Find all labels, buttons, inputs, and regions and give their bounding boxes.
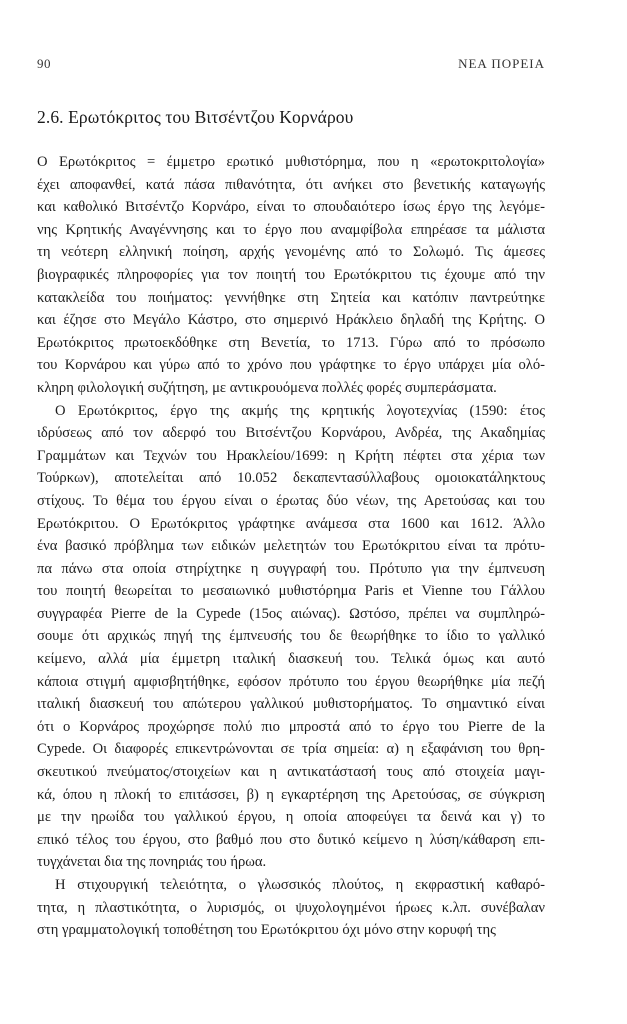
body-text (37, 151, 545, 942)
text-line: Η στιχουργική τελειότητα, ο γλωσσικός πλούτος, η εκφραστική καθαρό- (55, 877, 545, 893)
text-line: Cypede. Οι διαφορές επικεντρώνονται σε τρία σημεία: α) η εξαφάνιση του θρη- (37, 741, 545, 758)
text-line: ένα βασικό πρόβλημα των ειδικών μελετητών του Ερωτόκριτου είναι τα πρότυ- (37, 538, 545, 555)
page-number: 90 (37, 56, 51, 71)
text-line: κληρη φιλολογική συζήτηση, με αντικρουόμενα πολλές φορές συμπεράσματα. (37, 379, 497, 396)
text-line: και καθολικό Βιτσέντζο Κορνάρο, είναι το σπουδαιότερο ίσως έργο της λεγόμε- (37, 199, 545, 216)
text-line: του Κορνάρου και γύρω από το χρόνο που γράφτηκε το έργο υπάρχει μία ολό- (37, 357, 545, 374)
text-line: του ποιητή θεωρείται το μεσαιωνικό μυθιστόρημα Paris et Vienne του Γάλλου (37, 583, 545, 600)
text-line: ιδρύσεως από τον αδερφό του Βιτσέντζου Κορνάρου, Ανδρέα, της Ακαδημίας (37, 425, 545, 442)
paragraph (37, 400, 545, 874)
text-line: τυγχάνεται δια της πονηριάς του ήρωα. (37, 854, 267, 871)
text-line: επικό τέλος του έργου, στο βαθμό που στο δυτικό κείμενο η λύση/κάθαρση επι- (37, 831, 545, 848)
text-line: κείμενο, αλλά μία έμμετρη ιταλική διασκευή του. Τελικά όμως και αυτό (37, 651, 545, 668)
section-heading: 2.6. Ερωτόκριτος του Βιτσέντζου Κορνάρου (37, 107, 354, 127)
text-line: Ο Ερωτόκριτος = έμμετρο ερωτικό μυθιστόρημα, που η «ερωτοκριτολογία» (37, 154, 545, 170)
running-title: ΝΕΑ ΠΟΡΕΙΑ (458, 56, 545, 71)
text-line: Ερωτόκριτος πρωτοεκδόθηκε στη Βενετία, το 1713. Γύρω από το πρόσωπο (37, 334, 545, 351)
page-header (37, 56, 545, 76)
text-line: και έζησε στο Μεγάλο Κάστρο, στο σημερινό Ηράκλειο δηλαδή της Κρήτης. Ο (37, 312, 545, 329)
text-line: στίχους. Το θέμα του έργου είναι ο έρωτας δύο νέων, της Αρετούσας και του (37, 492, 545, 509)
text-line: ότι ο Κορνάρος προχώρησε πολύ πιο μπροστά από το έργο του Pierre de la (37, 718, 545, 735)
text-line: πα πάνω στα οποία στηρίχτηκε η συγγραφή του. Πρότυπο για την έμπνευση (37, 560, 545, 577)
text-line: Τούρκων), αποτελείται από 10.052 δεκαπεντασύλλαβους ομοιοκατάληκτους (37, 470, 545, 487)
paragraph (37, 151, 545, 400)
text-line: κατακλείδα του ποιήματος: γεννήθηκε στη Σητεία και κατόπιν παντρεύτηκε (37, 289, 545, 306)
paragraph (37, 874, 545, 942)
text-line: τη νεότερη ελληνική ποίηση, αρχής γενομένης από το Σολωμό. Τις άμεσες (37, 244, 545, 261)
text-line: Ερωτόκριτου. Ο Ερωτόκριτος γράφτηκε ανάμεσα στα 1600 και 1612. Άλλο (37, 515, 545, 532)
text-line: έχει αποφανθεί, κατά πάσα πιθανότητα, ότι ανήκει στο βενετικής καταγωγής (37, 176, 545, 193)
text-line: με την ηρωίδα του γαλλικού έργου, η οποία αποφεύγει τα δεινά και γ) το (37, 809, 545, 826)
text-line: βιογραφικές πληροφορίες για τον ποιητή του Ερωτόκριτου τις έχουμε από την (37, 266, 545, 283)
text-line: Γραμμάτων και Τεχνών του Ηρακλείου/1699: η Κρήτη πέφτει στα χέρια των (37, 447, 545, 464)
text-line: κά, όπου η πλοκή το επιτάσσει, β) η εγκαρτέρηση της Αρετούσας, σε σύγκριση (37, 786, 545, 803)
text-line: ιταλική διασκευή του απώτερου γαλλικού μυθιστορήματος. Το σημαντικό είναι (37, 696, 545, 713)
text-line: Ο Ερωτόκριτος, έργο της ακμής της κρητικής λογοτεχνίας (1590: έτος (55, 402, 545, 419)
text-line: κάποια στιγμή αμφισβητήθηκε, εφόσον πρότυπο του έργου θεωρήθηκε μία πεζή (37, 673, 545, 690)
text-line: σουμε ότι αρχικώς πηγή της έμπνευσής του δε θεωρήθηκε το ίδιο το γαλλικό (37, 628, 545, 645)
text-line: σκευτικού πνεύματος/στοιχείων και η αντικατάστασή τους από στοιχεία μαγι- (37, 764, 545, 781)
text-line: συγγραφέα Pierre de la Cypede (15ος αιώνας). Ωστόσο, πρέπει να συμπληρώ- (37, 605, 545, 622)
text-line: στη γραμματολογική τοποθέτηση του Ερωτόκριτου όχι μόνο στην κορυφή της (37, 922, 496, 939)
text-line: τητα, η πλαστικότητα, ο λυρισμός, οι ψυχολογημένοι ήρωες κ.λπ. συνέβαλαν (37, 899, 545, 916)
text-line: νης Κρητικής Αναγέννησης και το έργο που αναμφίβολα επηρέασε τα μάλιστα (37, 221, 545, 238)
